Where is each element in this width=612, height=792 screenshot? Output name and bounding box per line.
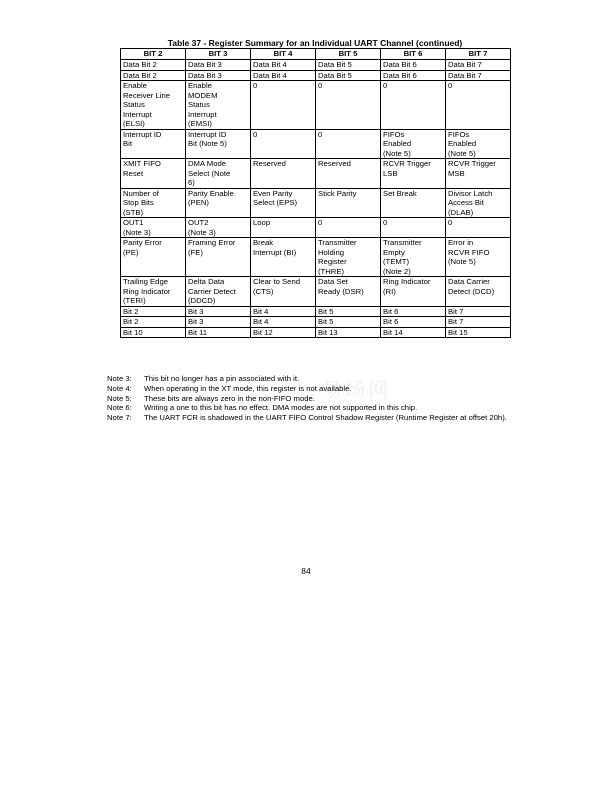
table-cell: Data Bit 6 [381, 70, 446, 81]
table-cell: Bit 14 [381, 327, 446, 338]
column-header-bit-3: BIT 3 [186, 49, 251, 60]
table-title: Table 37 - Register Summary for an Individual UART Channel (continued) [167, 38, 463, 48]
table-cell: 0 [251, 129, 316, 159]
table-cell: Data Bit 3 [186, 60, 251, 71]
table-cell: Bit 2 [121, 306, 186, 317]
table-cell: Interrupt ID Bit (Note 5) [186, 129, 251, 159]
table-cell: Trailing Edge Ring Indicator (TERI) [121, 277, 186, 307]
table-cell: Data Bit 5 [316, 70, 381, 81]
register-summary-table [120, 48, 511, 338]
table-cell: Divisor Latch Access Bit (DLAB) [446, 188, 511, 218]
table-cell: 0 [446, 218, 511, 238]
table-cell: FIFOs Enabled (Note 5) [381, 129, 446, 159]
table-cell: Bit 11 [186, 327, 251, 338]
table-cell: Data Bit 5 [316, 60, 381, 71]
table-cell: DMA Mode Select (Note 6) [186, 159, 251, 189]
table-cell: 0 [251, 81, 316, 130]
table-cell: Parity Error (PE) [121, 238, 186, 277]
table-cell: Bit 5 [316, 317, 381, 328]
note-label: Note 6: [107, 403, 132, 413]
table-row [121, 317, 511, 328]
table-cell: Data Carrier Detect (DCD) [446, 277, 511, 307]
table-cell: Number of Stop Bits (STB) [121, 188, 186, 218]
table-row [121, 306, 511, 317]
table-cell: Bit 13 [316, 327, 381, 338]
note-text: The UART FCR is shadowed in the UART FIFO Control Shadow Register (Runtime Register at offset 20h). [144, 413, 507, 423]
table-row [121, 129, 511, 159]
note-label: Note 7: [107, 413, 132, 423]
table-row [121, 70, 511, 81]
column-header-bit-2: BIT 2 [121, 49, 186, 60]
table-cell: Bit 6 [381, 306, 446, 317]
table-cell: Bit 4 [251, 317, 316, 328]
table-cell: Data Bit 7 [446, 60, 511, 71]
table-cell: Enable Receiver Line Status Interrupt (ELSI) [121, 81, 186, 130]
table-cell: Reserved [316, 159, 381, 189]
table-cell: RCVR Trigger LSB [381, 159, 446, 189]
column-header-bit-7: BIT 7 [446, 49, 511, 60]
table-header-row [121, 49, 511, 60]
table-cell: Bit 3 [186, 317, 251, 328]
table-cell: Interrupt ID Bit [121, 129, 186, 159]
table-cell: Bit 5 [316, 306, 381, 317]
page-number: 84 [301, 566, 311, 576]
table-cell: Data Set Ready (DSR) [316, 277, 381, 307]
table-cell: Ring Indicator (RI) [381, 277, 446, 307]
table-cell: FIFOs Enabled (Note 5) [446, 129, 511, 159]
note-item [107, 403, 527, 413]
table-cell: XMIT FIFO Reset [121, 159, 186, 189]
table-cell: OUT2 (Note 3) [186, 218, 251, 238]
note-text: This bit no longer has a pin associated with it. [144, 374, 300, 383]
note-item [107, 394, 527, 404]
note-text: Writing a one to this bit has no effect. DMA modes are not supported in this chip. [144, 403, 418, 413]
table-cell: Framing Error (FE) [186, 238, 251, 277]
table-cell: Bit 7 [446, 317, 511, 328]
note-label: Note 3: [107, 374, 132, 383]
table-cell: 0 [381, 218, 446, 238]
note-item [107, 413, 527, 423]
table-cell: Parity Enable (PEN) [186, 188, 251, 218]
table-cell: Data Bit 7 [446, 70, 511, 81]
table-cell: Data Bit 2 [121, 60, 186, 71]
table-body [121, 60, 511, 338]
column-header-bit-6: BIT 6 [381, 49, 446, 60]
table-cell: Bit 2 [121, 317, 186, 328]
table-cell: Bit 15 [446, 327, 511, 338]
note-label: Note 5: [107, 393, 132, 403]
table-cell: Even Parity Select (EPS) [251, 188, 316, 218]
table-cell: RCVR Trigger MSB [446, 159, 511, 189]
note-item [107, 384, 527, 394]
table-cell: Stick Parity [316, 188, 381, 218]
table-cell: Bit 6 [381, 317, 446, 328]
table-cell: Transmitter Empty (TEMT) (Note 2) [381, 238, 446, 277]
table-cell: Data Bit 4 [251, 70, 316, 81]
table-cell: Bit 3 [186, 306, 251, 317]
table-cell: Error in RCVR FIFO (Note 5) [446, 238, 511, 277]
table-cell: 0 [316, 129, 381, 159]
table-cell: Delta Data Carrier Detect (DDCD) [186, 277, 251, 307]
table-cell: Break Interrupt (BI) [251, 238, 316, 277]
table-cell: 0 [316, 81, 381, 130]
note-item [107, 374, 527, 384]
table-cell: OUT1 (Note 3) [121, 218, 186, 238]
table-cell: Set Break [381, 188, 446, 218]
table-cell: Data Bit 4 [251, 60, 316, 71]
table-cell: Data Bit 6 [381, 60, 446, 71]
table-cell: Bit 4 [251, 306, 316, 317]
table-cell: Enable MODEM Status Interrupt (EMSI) [186, 81, 251, 130]
column-header-bit-4: BIT 4 [251, 49, 316, 60]
table-row [121, 188, 511, 218]
notes-section [107, 374, 527, 423]
table-row [121, 277, 511, 307]
table-row [121, 159, 511, 189]
note-label: Note 4: [107, 383, 132, 393]
note-text: These bits are always zero in the non-FIFO mode. [144, 393, 315, 403]
table-cell: Reserved [251, 159, 316, 189]
table-row [121, 81, 511, 130]
table-row [121, 60, 511, 71]
table-cell: Bit 10 [121, 327, 186, 338]
table-cell: 0 [316, 218, 381, 238]
table-cell: 0 [381, 81, 446, 130]
watermark: 易场网 [322, 378, 391, 402]
table-row [121, 218, 511, 238]
table-cell: 0 [446, 81, 511, 130]
table-row [121, 238, 511, 277]
table-cell: Bit 7 [446, 306, 511, 317]
table-cell: Clear to Send (CTS) [251, 277, 316, 307]
table-row [121, 327, 511, 338]
table-cell: Data Bit 3 [186, 70, 251, 81]
table-cell: Transmitter Holding Register (THRE) [316, 238, 381, 277]
column-header-bit-5: BIT 5 [316, 49, 381, 60]
table-cell: Bit 12 [251, 327, 316, 338]
table-cell: Loop [251, 218, 316, 238]
table-cell: Data Bit 2 [121, 70, 186, 81]
note-text: When operating in the XT mode, this register is not available. [144, 383, 352, 393]
